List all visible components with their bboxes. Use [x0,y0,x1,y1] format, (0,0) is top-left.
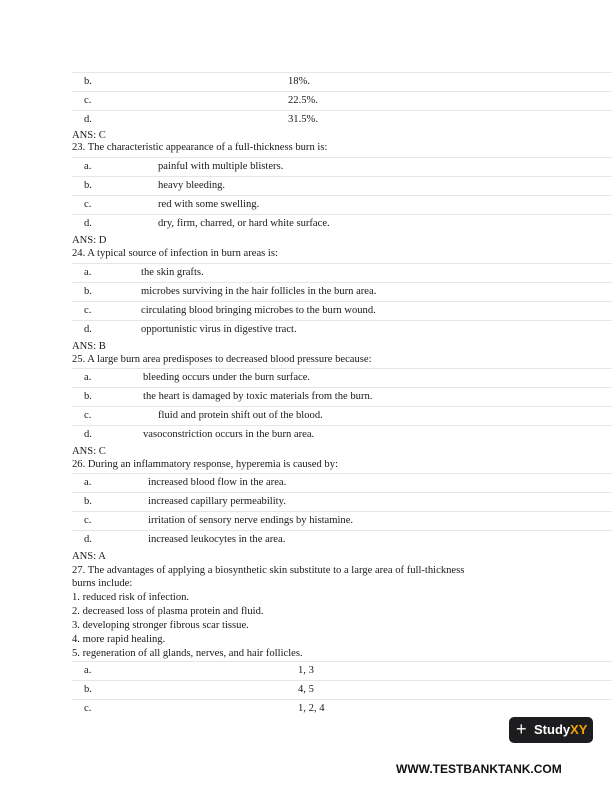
option-row [72,157,612,177]
option-text: bleeding occurs under the burn surface. [143,372,311,383]
option-row [72,301,612,321]
option-row [72,473,612,493]
question-stem: 26. During an inflammatory response, hyperemia is caused by: [72,459,338,470]
option-letter: d. [84,218,92,229]
option-letter: b. [84,76,92,87]
option-row [72,282,612,302]
option-letter: b. [84,286,92,297]
option-row [72,320,612,340]
option-letter: d. [84,534,92,545]
option-text: microbes surviving in the hair follicles in the burn area. [141,286,377,297]
option-text: the heart is damaged by toxic materials from the burn. [143,391,373,402]
option-letter: b. [84,684,92,695]
option-text: the skin grafts. [141,267,204,278]
option-text: irritation of sensory nerve endings by histamine. [148,515,354,526]
question-stem: 27. The advantages of applying a biosynthetic skin substitute to a large area of full-thickness [72,565,465,576]
option-text: 1, 3 [298,665,314,676]
list-item: 2. decreased loss of plasma protein and fluid. [72,606,264,617]
option-row [72,72,612,92]
option-letter: a. [84,372,92,383]
answer-line: ANS: D [72,235,107,246]
question-stem: 24. A typical source of infection in burn areas is: [72,248,278,259]
option-letter: a. [84,267,92,278]
option-letter: b. [84,180,92,191]
option-row [72,214,612,234]
option-text: 31.5%. [288,114,319,125]
option-row [72,368,612,388]
option-letter: d. [84,429,92,440]
question-stem-continued: burns include: [72,578,133,589]
option-text: 1, 2, 4 [298,703,325,714]
answer-line: ANS: B [72,341,106,352]
plus-icon: + [516,719,527,739]
option-letter: a. [84,477,92,488]
option-row [72,511,612,531]
list-item: 3. developing stronger fibrous scar tissue. [72,620,249,631]
option-row [72,91,612,111]
list-item: 1. reduced risk of infection. [72,592,190,603]
option-letter: c. [84,703,92,714]
option-text: dry, firm, charred, or hard white surface. [158,218,330,229]
option-letter: d. [84,114,92,125]
option-text: increased capillary permeability. [148,496,286,507]
option-letter: a. [84,665,92,676]
option-text: 18%. [288,76,311,87]
answer-line: ANS: C [72,130,106,141]
badge-xy-text: XY [570,722,588,737]
option-text: opportunistic virus in digestive tract. [141,324,297,335]
question-stem: 23. The characteristic appearance of a full-thickness burn is: [72,142,328,153]
option-row [72,195,612,215]
option-row [72,425,612,445]
option-letter: d. [84,324,92,335]
badge-brand [534,722,587,737]
option-letter: c. [84,515,92,526]
list-item: 5. regeneration of all glands, nerves, and hair follicles. [72,648,303,659]
option-text: increased leukocytes in the area. [148,534,286,545]
studyxy-badge[interactable] [509,717,593,743]
option-text: 22.5%. [288,95,319,106]
option-text: vasoconstriction occurs in the burn area. [143,429,315,440]
option-letter: c. [84,199,92,210]
option-row [72,406,612,426]
question-stem: 25. A large burn area predisposes to decreased blood pressure because: [72,354,372,365]
list-item: 4. more rapid healing. [72,634,166,645]
option-letter: a. [84,161,92,172]
option-row [72,699,612,719]
option-text: painful with multiple blisters. [158,161,284,172]
option-row [72,530,612,550]
option-row [72,492,612,512]
answer-line: ANS: C [72,446,106,457]
option-letter: b. [84,391,92,402]
option-row [72,110,612,130]
option-text: fluid and protein shift out of the blood. [158,410,323,421]
option-row [72,263,612,283]
option-letter: c. [84,410,92,421]
option-row [72,176,612,196]
option-text: 4, 5 [298,684,314,695]
option-row [72,387,612,407]
option-text: red with some swelling. [158,199,260,210]
option-letter: b. [84,496,92,507]
badge-study-text: Study [534,722,571,737]
option-text: circulating blood bringing microbes to the burn wound. [141,305,376,316]
option-letter: c. [84,305,92,316]
answer-line: ANS: A [72,551,106,562]
option-row [72,661,612,681]
option-letter: c. [84,95,92,106]
option-text: increased blood flow in the area. [148,477,287,488]
option-text: heavy bleeding. [158,180,226,191]
footer-site-url: WWW.TESTBANKTANK.COM [396,762,562,776]
option-row [72,680,612,700]
